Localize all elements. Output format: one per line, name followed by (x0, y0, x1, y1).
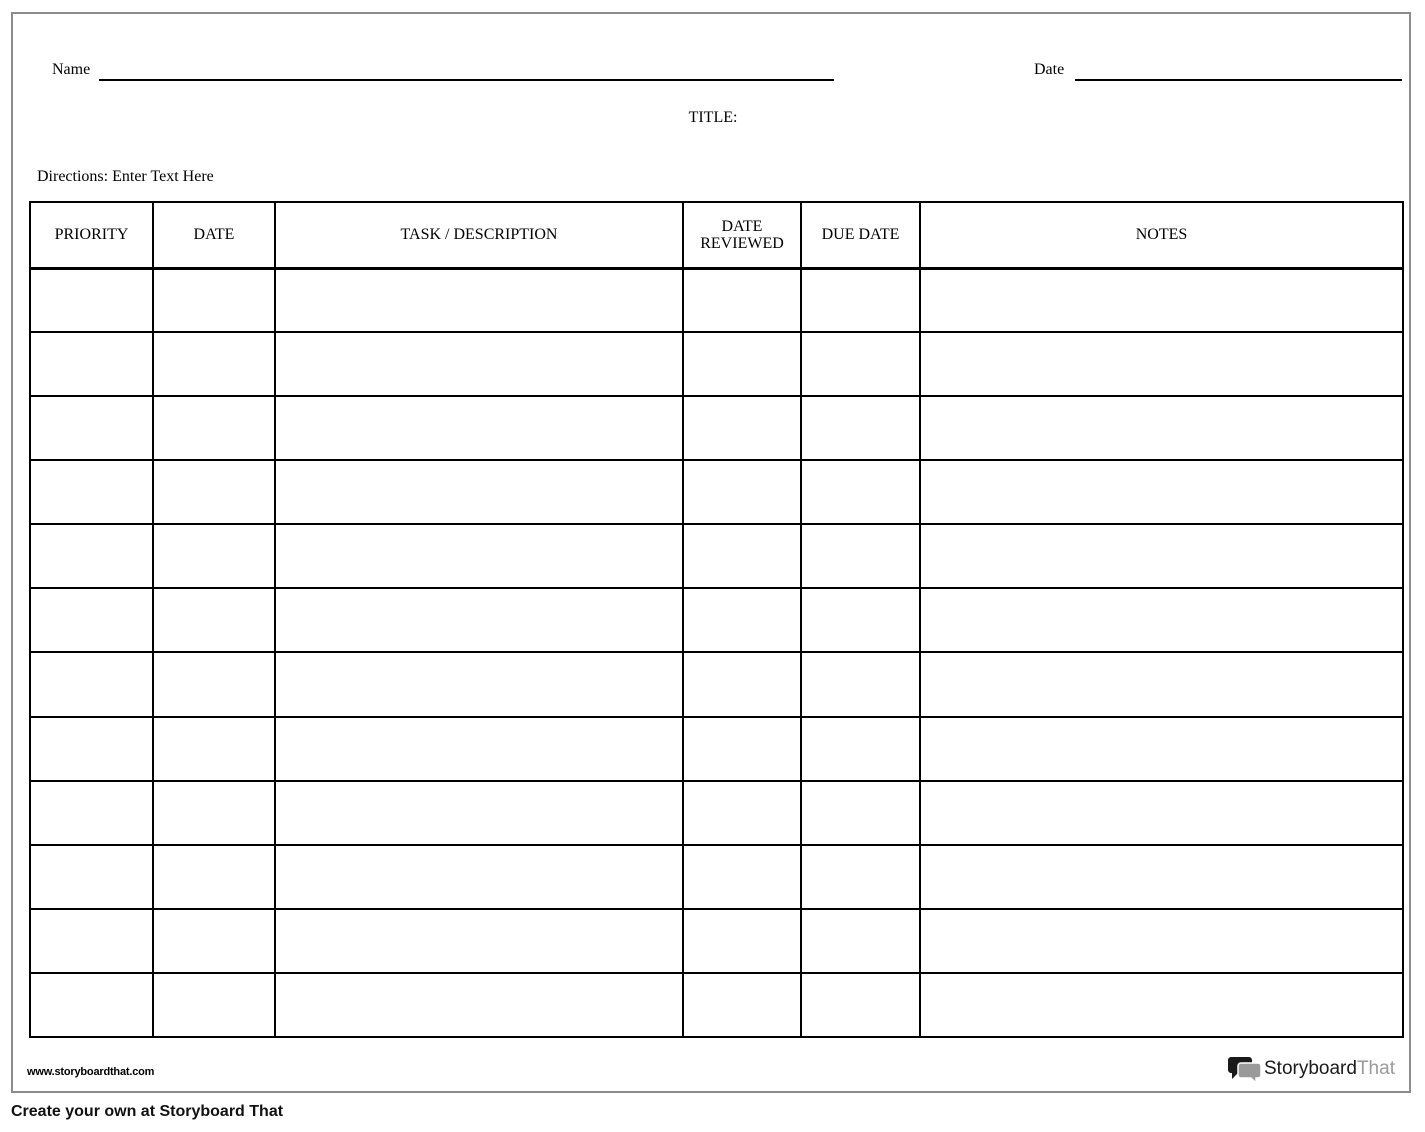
table-row (30, 717, 1403, 781)
table-cell[interactable] (275, 524, 683, 588)
table-cell[interactable] (683, 460, 801, 524)
table-cell[interactable] (683, 332, 801, 396)
table-cell[interactable] (920, 909, 1403, 973)
table-row (30, 460, 1403, 524)
table-row (30, 845, 1403, 909)
table-cell[interactable] (683, 717, 801, 781)
column-header-priority: PRIORITY (30, 202, 153, 268)
column-header-date-reviewed: DATE REVIEWED (683, 202, 801, 268)
table-cell[interactable] (920, 524, 1403, 588)
table-cell[interactable] (683, 973, 801, 1037)
table-cell[interactable] (153, 973, 275, 1037)
column-header-date: DATE (153, 202, 275, 268)
directions-text: Directions: Enter Text Here (37, 168, 214, 185)
create-your-own-link[interactable]: Create your own at Storyboard That (11, 1103, 284, 1120)
table-cell[interactable] (801, 332, 920, 396)
name-label: Name (52, 61, 91, 78)
table-cell[interactable] (30, 588, 153, 652)
table-cell[interactable] (153, 845, 275, 909)
table-cell[interactable] (275, 781, 683, 845)
table-row (30, 909, 1403, 973)
table-cell[interactable] (683, 909, 801, 973)
table-cell[interactable] (275, 717, 683, 781)
worksheet-page (11, 12, 1411, 1093)
title-label: TITLE: (688, 109, 738, 126)
brand-name-that: That (1356, 1058, 1395, 1079)
table-row (30, 396, 1403, 460)
table-header-row (30, 202, 1403, 268)
table-cell[interactable] (801, 845, 920, 909)
task-table (29, 201, 1404, 1038)
table-cell[interactable] (801, 460, 920, 524)
table-cell[interactable] (920, 332, 1403, 396)
speech-bubbles-icon (1228, 1055, 1262, 1083)
table-cell[interactable] (683, 268, 801, 332)
table-cell[interactable] (30, 524, 153, 588)
table-cell[interactable] (153, 524, 275, 588)
table-cell[interactable] (801, 909, 920, 973)
column-header-notes: NOTES (920, 202, 1403, 268)
table-cell[interactable] (30, 396, 153, 460)
table-cell[interactable] (920, 396, 1403, 460)
table-cell[interactable] (153, 652, 275, 716)
table-cell[interactable] (275, 845, 683, 909)
table-cell[interactable] (920, 588, 1403, 652)
table-cell[interactable] (30, 268, 153, 332)
table-cell[interactable] (920, 460, 1403, 524)
table-cell[interactable] (30, 845, 153, 909)
table-cell[interactable] (801, 973, 920, 1037)
table-cell[interactable] (30, 973, 153, 1037)
table-cell[interactable] (153, 268, 275, 332)
table-cell[interactable] (30, 781, 153, 845)
table-cell[interactable] (801, 781, 920, 845)
table-cell[interactable] (801, 588, 920, 652)
table-cell[interactable] (275, 973, 683, 1037)
table-cell[interactable] (275, 909, 683, 973)
table-cell[interactable] (153, 396, 275, 460)
table-cell[interactable] (920, 652, 1403, 716)
table-cell[interactable] (801, 524, 920, 588)
table-cell[interactable] (801, 717, 920, 781)
table-cell[interactable] (683, 781, 801, 845)
table-cell[interactable] (275, 396, 683, 460)
table-cell[interactable] (30, 909, 153, 973)
table-cell[interactable] (683, 524, 801, 588)
table-cell[interactable] (275, 588, 683, 652)
table-cell[interactable] (683, 652, 801, 716)
column-header-task-description: TASK / DESCRIPTION (275, 202, 683, 268)
table-cell[interactable] (683, 396, 801, 460)
table-cell[interactable] (153, 460, 275, 524)
table-cell[interactable] (920, 973, 1403, 1037)
name-field-line[interactable] (99, 79, 834, 81)
table-cell[interactable] (153, 781, 275, 845)
table-cell[interactable] (920, 717, 1403, 781)
table-row (30, 268, 1403, 332)
table-row (30, 524, 1403, 588)
table-row (30, 652, 1403, 716)
table-cell[interactable] (801, 396, 920, 460)
date-field-line[interactable] (1075, 79, 1402, 81)
table-cell[interactable] (153, 332, 275, 396)
column-header-due-date: DUE DATE (801, 202, 920, 268)
table-cell[interactable] (275, 332, 683, 396)
table-row (30, 588, 1403, 652)
brand-name-storyboard: Storyboard (1264, 1058, 1357, 1079)
table-cell[interactable] (920, 845, 1403, 909)
table-cell[interactable] (920, 268, 1403, 332)
table-row (30, 781, 1403, 845)
table-cell[interactable] (30, 652, 153, 716)
table-cell[interactable] (801, 268, 920, 332)
table-cell[interactable] (153, 588, 275, 652)
table-row (30, 332, 1403, 396)
table-cell[interactable] (275, 652, 683, 716)
table-cell[interactable] (683, 588, 801, 652)
table-cell[interactable] (275, 268, 683, 332)
table-row (30, 973, 1403, 1037)
table-cell[interactable] (275, 460, 683, 524)
table-cell[interactable] (920, 781, 1403, 845)
table-cell[interactable] (801, 652, 920, 716)
footer-url: www.storyboardthat.com (27, 1066, 155, 1078)
date-label: Date (1034, 61, 1065, 78)
storyboardthat-logo (1228, 1054, 1395, 1084)
table-cell[interactable] (30, 717, 153, 781)
table-cell[interactable] (153, 909, 275, 973)
table-cell[interactable] (30, 332, 153, 396)
table-cell[interactable] (30, 460, 153, 524)
table-cell[interactable] (153, 717, 275, 781)
table-cell[interactable] (683, 845, 801, 909)
